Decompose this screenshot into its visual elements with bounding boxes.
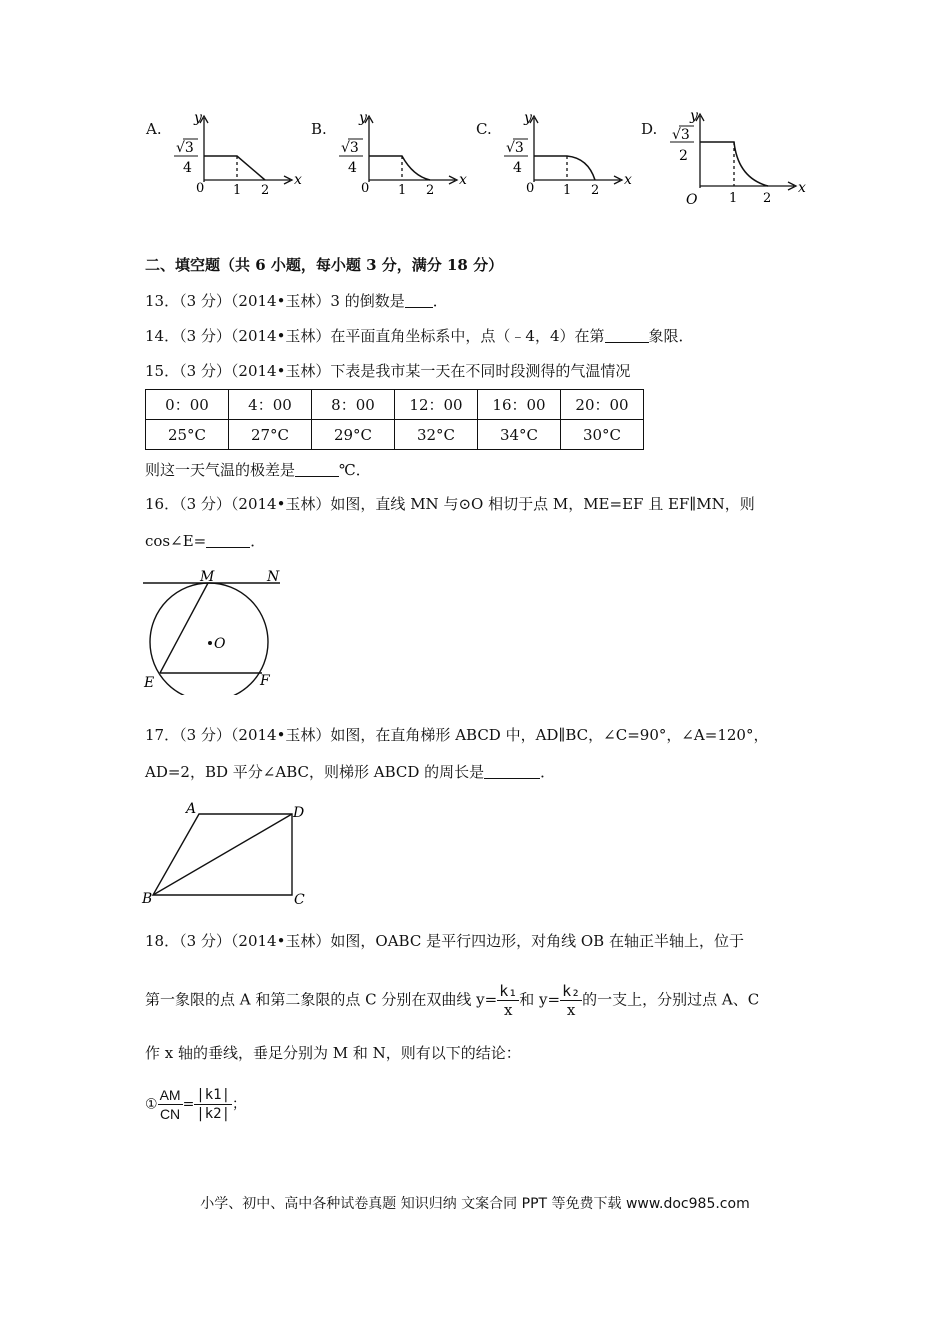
question-15-unit: ℃．: [339, 461, 371, 479]
svg-text:0: 0: [361, 181, 370, 194]
svg-text:x: x: [459, 172, 467, 188]
table-cell: 32°C: [395, 420, 478, 450]
figure-16-circle: [140, 565, 290, 695]
svg-text:C: C: [294, 892, 305, 908]
question-16-line1: 16．（3 分）（2014•玉林）如图，直线 MN 与⊙O 相切于点 M，ME=EF 且 EF∥MN，则: [145, 495, 755, 513]
fraction-abs-k1-over-abs-k2: $\frac{|k1|}{|k2|}$: [196, 1087, 231, 1122]
question-17-line1: 17．（3 分）（2014•玉林）如图，在直角梯形 ABCD 中，AD∥BC，∠C=90°，∠A=120°，: [145, 726, 769, 744]
question-13-text: 13．（3 分）（2014•玉林）3 的倒数是: [145, 292, 405, 310]
table-cell: 34°C: [478, 420, 561, 450]
question-14-text: 14．（3 分）（2014•玉林）在平面直角坐标系中，点（﹣4，4）在第: [145, 327, 605, 345]
svg-text:0: 0: [526, 181, 535, 194]
svg-text:O: O: [686, 192, 698, 208]
question-15: 15．（3 分）（2014•玉林）下表是我市某一天在不同时段测得的气温情况: [145, 362, 631, 380]
answer-blank: [206, 533, 250, 548]
item-end: ；: [232, 1096, 247, 1113]
question-18-line2: [145, 982, 759, 1019]
svg-text:1: 1: [563, 183, 572, 194]
svg-text:y: y: [690, 108, 698, 124]
page-footer: 小学、初中、高中各种试卷真题 知识归纳 文案合同 PPT 等免费下载 www.doc985.com: [200, 1196, 750, 1212]
fraction-numerator: AM: [159, 1087, 181, 1103]
table-cell: 12：00: [395, 390, 478, 420]
svg-text:y: y: [359, 110, 367, 126]
answer-blank: [405, 293, 433, 308]
question-18-text: 第一象限的点 A 和第二象限的点 C 分别在双曲线 y=: [145, 990, 498, 1009]
option-c-label: C.: [476, 120, 492, 138]
question-17-line2: [145, 761, 555, 782]
fraction-numerator: k₁: [499, 982, 518, 1000]
svg-text:2: 2: [426, 183, 435, 194]
svg-text:2: 2: [261, 183, 270, 194]
conclusion-1: [145, 1086, 246, 1123]
svg-text:F: F: [260, 673, 270, 689]
table-cell: 8：00: [312, 390, 395, 420]
question-13-end: ．: [432, 292, 448, 310]
question-18-line1: 18．（3 分）（2014•玉林）如图，OABC 是平行四边形，对角线 OB 在轴正半轴上，位于: [145, 932, 744, 950]
fraction-k2-over-x: [560, 982, 582, 1019]
temperature-table: [145, 389, 644, 450]
question-18-text: 的一支上，分别过点 A、C: [582, 990, 760, 1009]
section-title: 二、填空题（共 6 小题，每小题 3 分，满分 18 分）: [145, 256, 504, 274]
answer-blank: [295, 462, 339, 477]
figure-17-trapezoid: [140, 800, 320, 910]
table-cell: 25°C: [146, 420, 229, 450]
svg-text:M: M: [200, 569, 215, 585]
fraction-denominator: x: [504, 1001, 513, 1019]
answer-blank: [605, 328, 649, 343]
svg-text:D: D: [293, 805, 305, 821]
question-18-text: 和 y=: [519, 990, 561, 1009]
table-cell: 29°C: [312, 420, 395, 450]
fraction-numerator: k₂: [562, 982, 581, 1000]
question-15-tail-text: 则这一天气温的极差是: [145, 461, 296, 479]
table-row: [146, 390, 644, 420]
svg-text:√3: √3: [176, 140, 194, 156]
option-d-label: D.: [641, 120, 658, 138]
question-14: [145, 325, 694, 346]
svg-text:√3: √3: [672, 127, 690, 143]
svg-text:x: x: [624, 172, 632, 188]
question-13: [145, 290, 448, 311]
svg-text:E: E: [144, 675, 155, 691]
question-14-end: 象限．: [648, 327, 694, 345]
question-16-end: ．: [250, 532, 266, 550]
svg-text:2: 2: [763, 191, 772, 206]
question-16-line2: [145, 530, 265, 551]
svg-text:0: 0: [196, 181, 205, 194]
table-cell: 4：00: [229, 390, 312, 420]
answer-blank: [484, 764, 540, 779]
question-15-tail: [145, 459, 371, 480]
option-a-label: A.: [146, 120, 162, 138]
graph-d: [664, 108, 814, 208]
svg-text:A: A: [186, 801, 197, 817]
svg-text:2: 2: [591, 183, 600, 194]
svg-text:1: 1: [398, 183, 407, 194]
fraction-am-over-cn: [158, 1086, 183, 1123]
table-cell: 30°C: [561, 420, 644, 450]
fraction-denominator: CN: [159, 1106, 181, 1122]
question-16-text: cos∠E=: [145, 532, 207, 550]
fraction-k1-over-x: [497, 982, 519, 1019]
graph-c: [498, 110, 638, 194]
table-cell: 16：00: [478, 390, 561, 420]
svg-text:x: x: [294, 172, 302, 188]
svg-text:√3: √3: [506, 140, 524, 156]
question-18-line3: 作 x 轴的垂线，垂足分别为 M 和 N，则有以下的结论：: [145, 1044, 521, 1062]
question-17-text: AD=2，BD 平分∠ABC，则梯形 ABCD 的周长是: [145, 763, 485, 781]
graph-b: [333, 110, 473, 194]
svg-text:B: B: [142, 891, 153, 907]
svg-text:4: 4: [513, 160, 522, 176]
abs-k1: k1: [204, 1087, 222, 1103]
svg-text:1: 1: [233, 183, 242, 194]
svg-text:O: O: [214, 636, 226, 652]
item-number: ①: [145, 1096, 158, 1113]
svg-text:x: x: [798, 180, 806, 196]
svg-text:4: 4: [348, 160, 357, 176]
table-row: [146, 420, 644, 450]
svg-text:2: 2: [679, 148, 688, 164]
table-cell: 20：00: [561, 390, 644, 420]
svg-text:y: y: [524, 110, 532, 126]
svg-text:1: 1: [729, 191, 738, 206]
graph-a: [168, 110, 308, 194]
equals-sign: =: [182, 1096, 195, 1113]
fraction-denominator: x: [566, 1001, 576, 1019]
table-cell: 0：00: [146, 390, 229, 420]
option-b-label: B.: [311, 120, 327, 138]
abs-k2: k2: [204, 1106, 222, 1122]
svg-text:√3: √3: [341, 140, 359, 156]
svg-text:y: y: [194, 110, 202, 126]
table-cell: 27°C: [229, 420, 312, 450]
question-17-end: ．: [540, 763, 556, 781]
svg-text:4: 4: [183, 160, 192, 176]
svg-text:N: N: [267, 569, 280, 585]
